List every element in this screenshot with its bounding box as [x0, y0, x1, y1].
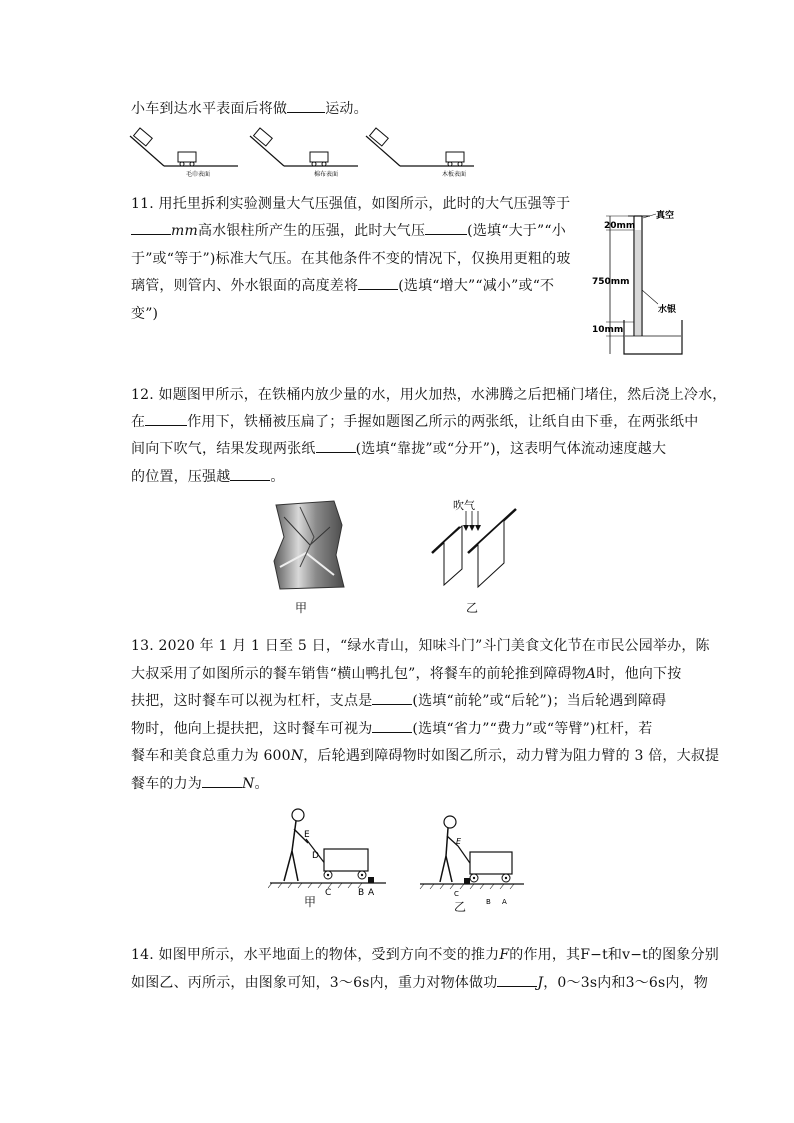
q11-text: 璃管，则管内、外水银面的高度差将	[131, 278, 359, 294]
q12-text: 间向下吹气，结果发现两张纸	[131, 441, 316, 457]
q12-line2	[131, 411, 698, 431]
q11-line5: 变”)	[131, 306, 159, 322]
q13-text: 餐车的力为	[131, 776, 202, 792]
q13-text: 扶把，这时餐车可以视为杠杆，支点是	[131, 693, 373, 709]
q11-text: 高水银柱所产生的压强，此时大气压	[197, 223, 426, 239]
fig-caption-yi: 乙	[454, 900, 467, 914]
paper-blow-figure	[428, 497, 524, 593]
q13-text: 大叔采用了如图所示的餐车销售“横山鸭扎包”，将餐车的前轮推到障碍物	[131, 666, 586, 682]
answer-blank	[372, 720, 412, 733]
label-A: A	[368, 888, 375, 898]
q13-line5	[131, 745, 719, 765]
q11-line1: 11. 用托里拆利实验测量大气压强值，如图所示，此时的大气压强等于	[131, 196, 571, 212]
q13-text: (选填“省力”“费力”或“等臂”)杠杆，若	[412, 721, 653, 737]
q13-text: 时，他向下按	[596, 666, 682, 682]
q13-line1: 13. 2020 年 1 月 1 日至 5 日，“绿水青山，知味斗门”斗门美食文化节在市民公园举办，陈	[131, 638, 710, 654]
cart-figure-yi	[418, 810, 528, 906]
q11-text: (选填“增大”“减小”或“不	[398, 278, 555, 294]
surface-label-wood: 木板表面	[442, 171, 467, 178]
surface-label-cotton: 棉布表面	[314, 171, 339, 178]
q11-line3: 于”或“等于”)标准大气压。在其他条件不变的情况下，仅换用更粗的玻	[131, 251, 571, 267]
q13-text: 餐车和美食总重力为 600	[131, 748, 291, 764]
unit: mm	[171, 223, 198, 239]
answer-blank	[358, 277, 398, 290]
label-mercury: 水银	[658, 305, 677, 315]
q13-text: (选填“前轮”或“后轮”)；当后轮遇到障碍	[412, 693, 667, 709]
fig-caption-jia: 甲	[295, 601, 308, 615]
unit: N	[242, 776, 255, 792]
label-20mm: 20mm	[604, 221, 636, 231]
label-10mm: 10mm	[592, 325, 624, 335]
unit: N	[290, 748, 304, 764]
q12-text: 作用下，铁桶被压扁了；手握如题图乙所示的两张纸，让纸自由下垂，在两张纸中	[187, 414, 699, 430]
q13-line4	[131, 718, 652, 738]
answer-blank	[131, 222, 171, 235]
answer-blank	[425, 222, 467, 235]
answer-blank	[497, 974, 537, 987]
q11-line4	[131, 275, 554, 295]
q12-line1: 12. 如题图甲所示，在铁桶内放少量的水，用火加热，水沸腾之后把桶门堵住，然后浇上冷水，	[131, 387, 727, 403]
q10-text: 小车到达水平表面后将做	[131, 101, 288, 117]
answer-blank	[202, 775, 242, 788]
q14-text: 如图乙、丙所示，由图象可知，3～6s内，重力对物体做功	[131, 975, 498, 991]
q10-text-line1	[131, 98, 368, 118]
label-E: E	[304, 830, 310, 840]
q13-text: 物时，他向上提扶把，这时餐车可视为	[131, 721, 373, 737]
label-B: B	[358, 888, 365, 898]
answer-blank	[145, 413, 187, 426]
label-vacuum: 真空	[656, 211, 675, 221]
q10-slope-figure	[128, 122, 478, 178]
label-C: C	[325, 888, 332, 898]
q14-text: 的作用，其F−t和v−t的图象分别	[509, 947, 719, 963]
surface-label-towel: 毛巾表面	[186, 171, 211, 178]
unit: J	[537, 975, 544, 991]
q11-text: (选填“大于”“小	[467, 223, 566, 239]
q12-text: 的位置，压强越	[131, 469, 231, 485]
cart-figure-jia	[268, 803, 388, 899]
q14-text: ，0～3s内和3～6s内，物	[543, 975, 709, 991]
label-blow: 吹气	[453, 499, 475, 512]
label-750mm: 750mm	[592, 277, 630, 287]
answer-blank	[372, 692, 412, 705]
q12-text: (选填“靠拢”或“分开”)，这表明气体流动速度越大	[355, 441, 667, 457]
q12-line4	[131, 466, 285, 486]
q13-text: ，后轮遇到障碍物时如图乙所示，动力臂为阻力臂的 3 倍，大叔提	[303, 748, 720, 764]
crushed-can-image	[270, 497, 350, 593]
q12-line3	[131, 438, 666, 458]
q14-line1	[131, 944, 719, 964]
q12-text: 。	[270, 469, 285, 485]
label-E: E	[456, 837, 462, 846]
fig-caption-yi: 乙	[466, 601, 479, 615]
q13-line2	[131, 663, 681, 683]
q12-text: 在	[131, 414, 146, 430]
q13-text: 。	[254, 776, 269, 792]
q11-line2	[131, 220, 566, 240]
var-A: A	[585, 666, 597, 682]
q14-line2	[131, 972, 708, 992]
label-A: A	[502, 898, 507, 906]
torricelli-figure	[588, 200, 700, 360]
var-F: F	[499, 947, 510, 963]
answer-blank	[316, 440, 356, 453]
q10-text: 运动。	[325, 101, 368, 117]
fig-caption-jia: 甲	[304, 895, 317, 909]
label-B: B	[486, 898, 491, 906]
q13-line3	[131, 690, 666, 710]
answer-blank	[230, 468, 270, 481]
q14-text: 14. 如图甲所示，水平地面上的物体，受到方向不变的推力	[131, 947, 500, 963]
q13-line6	[131, 773, 269, 793]
label-C: C	[454, 890, 459, 898]
label-D: D	[312, 851, 319, 861]
answer-blank	[287, 100, 325, 113]
